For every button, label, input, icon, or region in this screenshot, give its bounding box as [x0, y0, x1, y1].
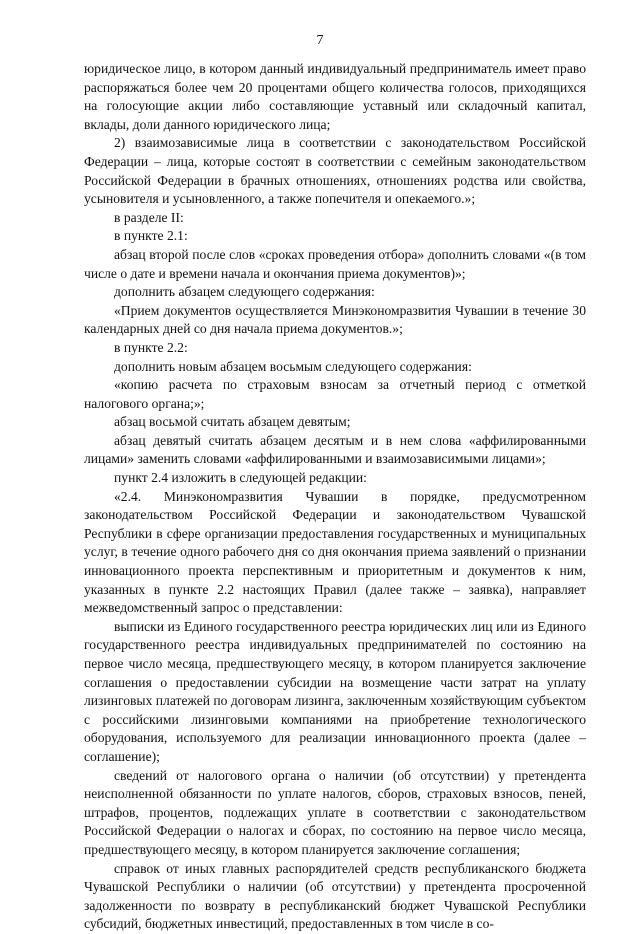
paragraph-add-abzac: дополнить абзацем следующего содержания:	[114, 284, 375, 300]
paragraph-tax-info: сведений от налогового органа о наличии (об отсутствии) у претендента неисполненной обязанности по уплате налогов, сборов, страховых взносов, пеней, штрафов, процентов, подлежащих уплате в соответствии с законодательством Российской Федерации о налогах и сборах, по состоянию на первое число месяца, предшествующего месяцу, в котором планируется заключение соглашения;	[84, 767, 586, 857]
paragraph-insurance-copy: «копию расчета по страховым взносам за отчетный период с отметкой налогового органа;»;	[84, 377, 586, 411]
document-body	[84, 60, 586, 934]
paragraph-point-2-2: в пункте 2.2:	[114, 339, 188, 355]
paragraph-amend-second-abzac: абзац второй после слов «сроках проведения отбора» дополнить словами «(в том числе о дате и времени начала и окончания приема документов)»;	[84, 246, 586, 281]
paragraph-point-2-4-text: «2.4. Минэкономразвития Чувашии в порядке, предусмотренном законодательством Российской Федерации и законодательством Чувашской Республики в сфере организации предоставления государственных и муниципальных услуг, в течение одного рабочего дня со дня окончания приема заявлений о признании инновационного проекта перспективным и приоритетным и документов к ним, указанных в пункте 2.2 настоящих Правил (далее также – заявка), направляет межведомственный запрос о представлении:	[84, 488, 586, 616]
paragraph-add-eighth-abzac: дополнить новым абзацем восьмым следующего содержания:	[114, 358, 472, 374]
paragraph-ninth-to-tenth: абзац девятый считать абзацем десятым и в нем слова «аффилированными лицами» заменить словами «аффилированными и взаимозависимыми лицами»;	[84, 432, 586, 467]
paragraph-point-2-4: пункт 2.4 изложить в следующей редакции:	[114, 470, 367, 486]
paragraph-continuation: юридическое лицо, в котором данный индивидуальный предприниматель имеет право распоряжаться более чем 20 процентами общего количества голосов, приходящихся на голосующие акции либо составляющие уставный или складочный капитал, вклады, доли данного юридического лица;	[84, 61, 586, 132]
paragraph-egrul-extract: выписки из Единого государственного реестра юридических лиц или из Единого государственного реестра индивидуальных предпринимателей по состоянию на первое число месяца, предшествующего месяцу, в котором планируется заключение соглашения о предоставлении субсидии на возмещение части затрат на уплату лизинговых платежей по договорам лизинга, заключенным хозяйствующим субъектом с российскими лизинговыми компаниями на приобретение технологического оборудования, используемого для реализации инновационного проекта (далее – соглашение);	[84, 618, 586, 764]
paragraph-budget-certificates: справок от иных главных распорядителей средств республиканского бюджета Чувашской Республики о наличии (об отсутствии) у претендента просроченной задолженности по возврату в республиканский бюджет Чувашской Республики субсидий, бюджетных инвестиций, предоставленных в том числе в со-	[84, 860, 586, 932]
paragraph-section-ii: в разделе II:	[114, 209, 184, 225]
paragraph-document-acceptance: «Прием документов осуществляется Минэкономразвития Чувашии в течение 30 календарных дней со дня начала приема документов.»;	[84, 302, 586, 337]
paragraph-interdependent-persons: 2) взаимозависимые лица в соответствии с законодательством Российской Федерации – лица, которые состоят в соответствии с семейным законодательством Российской Федерации в брачных отношениях, отношениях родства или свойства, усыновителя и усыновленного, а также попечителя и опекаемого.»;	[84, 135, 586, 207]
page-number: 7	[316, 33, 324, 48]
paragraph-eighth-to-ninth: абзац восьмой считать абзацем девятым;	[114, 414, 351, 430]
paragraph-point-2-1: в пункте 2.1:	[114, 228, 188, 244]
